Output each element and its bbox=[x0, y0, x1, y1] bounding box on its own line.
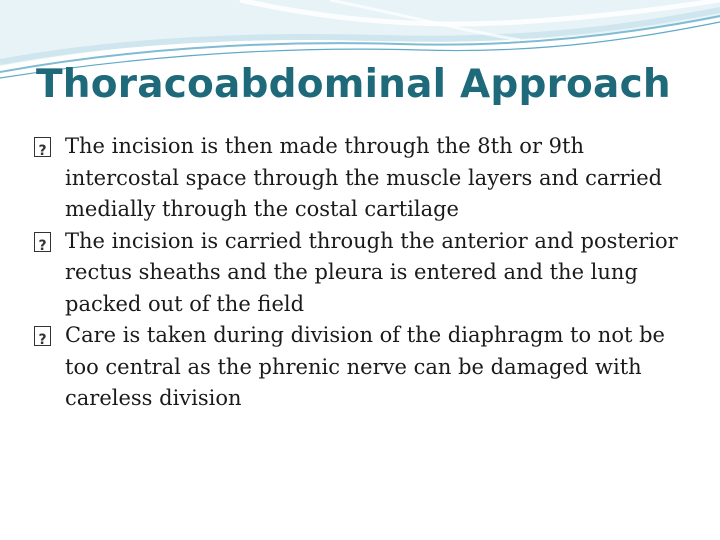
bullet-text: The incision is then made through the 8th or 9th intercostal space through the muscle layers and carried medially through the costal cartilage bbox=[65, 134, 663, 221]
missing-glyph-icon bbox=[34, 326, 51, 346]
bullet-list bbox=[34, 131, 694, 415]
bullet-item bbox=[34, 226, 694, 321]
bullet-text: The incision is carried through the anterior and posterior rectus sheaths and the pleura is entered and the lung packed out of the field bbox=[65, 228, 678, 316]
slide-title: Thoracoabdominal Approach bbox=[36, 62, 671, 107]
bullet-item bbox=[34, 320, 694, 415]
bullet-item bbox=[34, 131, 694, 226]
missing-glyph-icon bbox=[34, 232, 51, 252]
bullet-text: Care is taken during division of the diaphragm to not be too central as the phrenic nerve can be damaged with careless division bbox=[65, 323, 665, 410]
missing-glyph-icon bbox=[34, 137, 51, 157]
